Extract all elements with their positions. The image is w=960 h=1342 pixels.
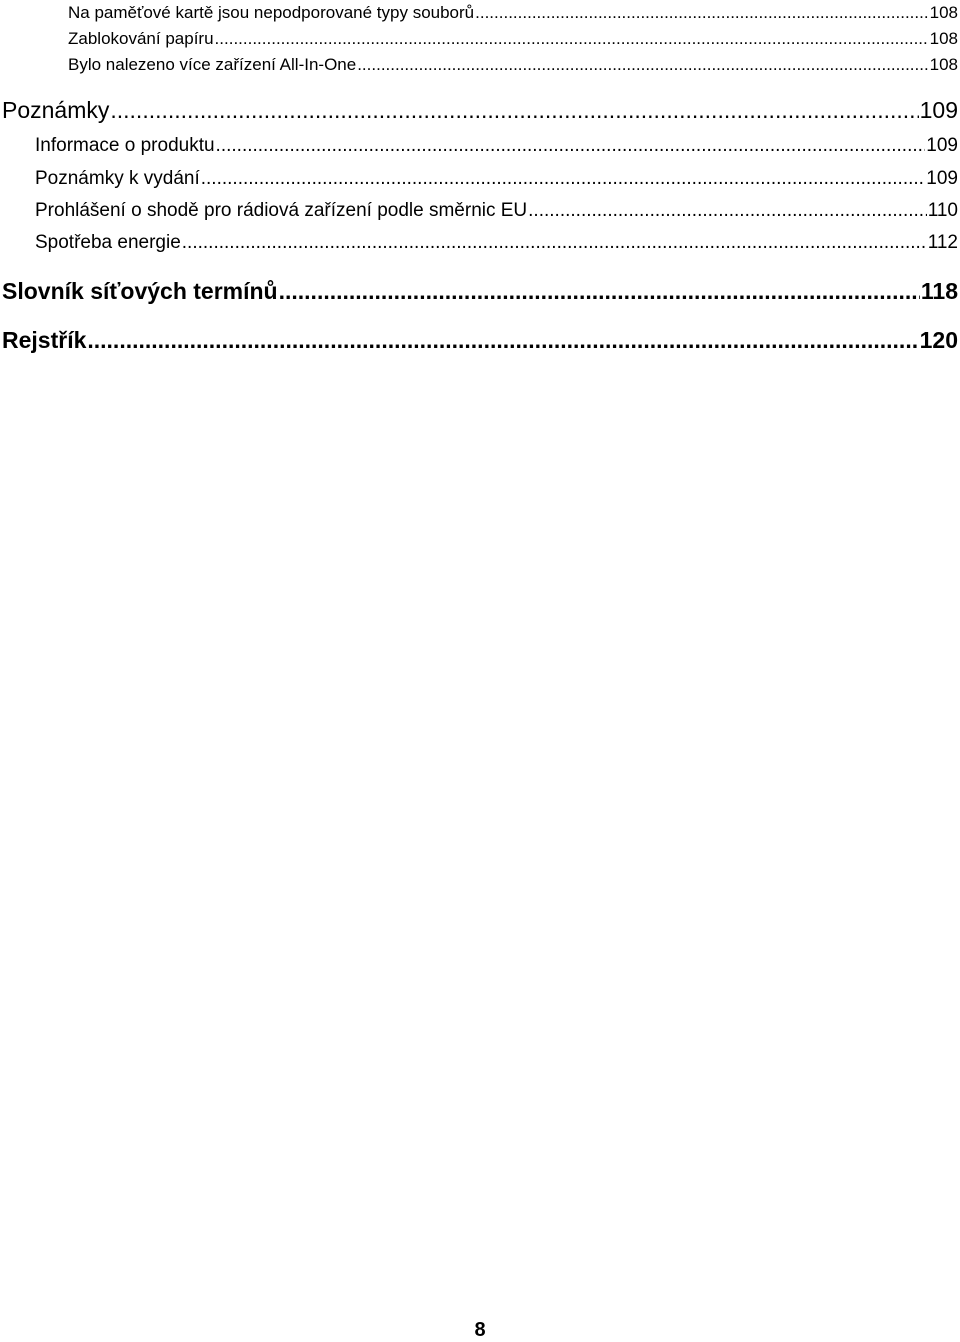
toc-entry-page: 112	[927, 232, 958, 253]
toc-entry-page: 109	[926, 168, 958, 189]
toc-entry-page: 109	[919, 97, 958, 123]
toc-entry[interactable]	[35, 166, 958, 192]
toc-entry-title: Spotřeba energie	[35, 232, 181, 253]
toc-section-entry[interactable]	[2, 326, 958, 354]
toc-entry[interactable]	[68, 54, 958, 76]
toc-dot-leader	[182, 230, 927, 256]
toc-dot-leader	[201, 166, 926, 192]
toc-entry[interactable]	[35, 133, 958, 159]
toc-entry-title: Zablokování papíru	[68, 29, 214, 48]
toc-section-entry[interactable]	[2, 277, 958, 305]
toc-entry-page: 108	[929, 29, 958, 48]
toc-entry-title: Informace o produktu	[35, 135, 215, 156]
toc-entry-title: Rejstřík	[2, 327, 87, 353]
toc-dot-leader	[216, 133, 926, 159]
toc-dot-leader	[215, 28, 929, 50]
toc-dot-leader	[279, 277, 920, 305]
toc-entry-page: 118	[920, 278, 958, 304]
toc-dot-leader	[528, 198, 927, 224]
page-number: 8	[474, 1319, 486, 1341]
toc-dot-leader	[87, 326, 918, 354]
toc-dot-leader	[110, 96, 918, 124]
toc-dot-leader	[475, 2, 928, 24]
toc-dot-leader	[357, 54, 928, 76]
toc-entry-title: Prohlášení o shodě pro rádiová zařízení podle směrnic EU	[35, 200, 528, 221]
toc-entry-page: 109	[926, 135, 958, 156]
toc-section-entry[interactable]	[2, 96, 958, 124]
toc-entry-title: Poznámky k vydání	[35, 168, 200, 189]
toc-entry-title: Poznámky	[2, 97, 110, 123]
toc-entry-title: Slovník síťových termínů	[2, 278, 278, 304]
toc-entry[interactable]	[35, 230, 958, 256]
toc-entry-title: Na paměťové kartě jsou nepodporované typy souborů	[68, 3, 475, 22]
toc-entry-page: 120	[919, 327, 958, 353]
toc-entry[interactable]	[68, 2, 958, 24]
toc-entry[interactable]	[35, 198, 958, 224]
toc-entry-page: 108	[929, 55, 958, 74]
toc-entry-page: 108	[929, 3, 958, 22]
toc-entry[interactable]	[68, 28, 958, 50]
toc-entry-page: 110	[927, 200, 958, 221]
toc-entry-title: Bylo nalezeno více zařízení All-In-One	[68, 55, 357, 74]
